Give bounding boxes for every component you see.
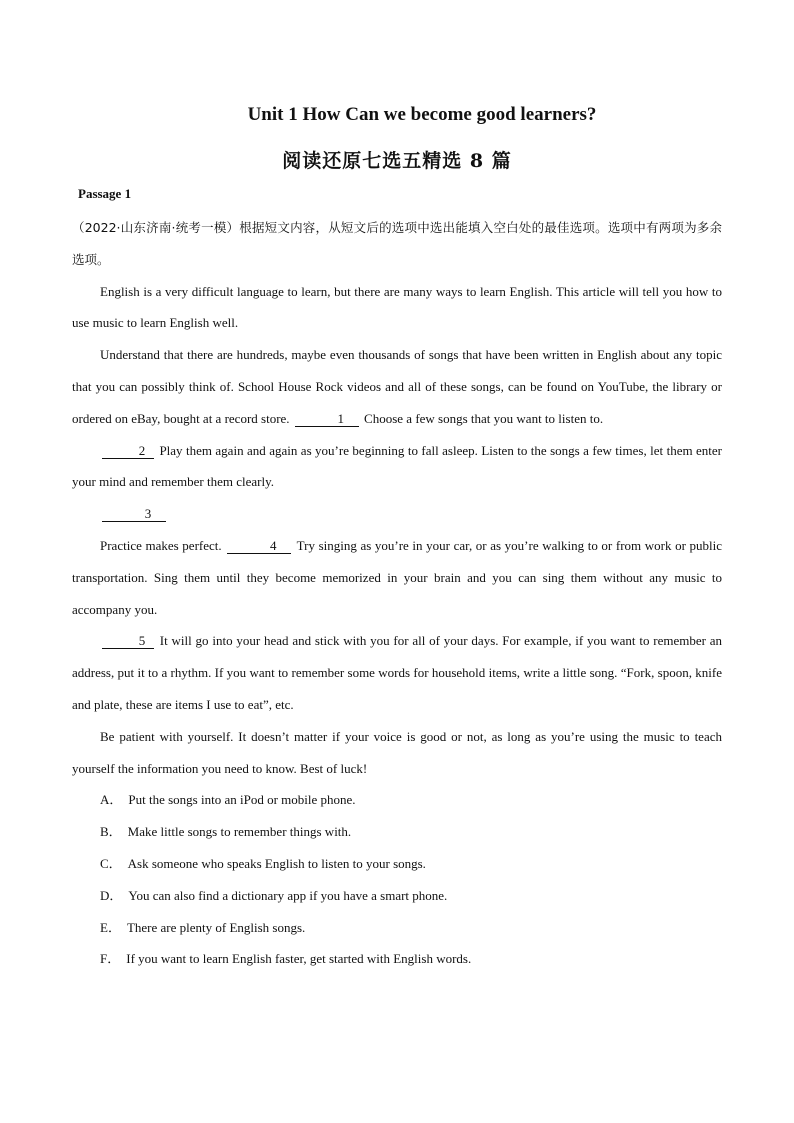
blank-4[interactable]: 4 — [227, 538, 291, 554]
paragraph-7: Be patient with yourself. It doesn’t matter if your voice is good or not, as long as you’re using the music to teach yourself the information you need to know. Best of luck! — [72, 728, 722, 776]
option-letter: E． — [100, 919, 121, 935]
paragraph-5-before: Practice makes perfect. — [100, 537, 222, 553]
option-text: Ask someone who speaks English to listen to your songs. — [127, 855, 426, 871]
paragraph-6-after: It will go into your head and stick with you for all of your days. For example, if you want to remember an address, put it to a rhythm. If you want to remember some words for household items, write a little song. “Fork, spoon, knife and plate, these are items I use to eat”, etc. — [72, 633, 722, 712]
paragraph-1: English is a very difficult language to learn, but there are many ways to learn English. This article will tell you how to use music to learn English well. — [72, 283, 722, 331]
option-c[interactable] — [72, 848, 722, 880]
paragraph-5 — [72, 530, 722, 625]
paragraph-2-text: Understand that there are hundreds, maybe even thousands of songs that have been written in English about any topic that you can possibly think of. School House Rock videos and all of these songs, can be found on YouTube, the library or ordered on eBay, bought at a record store. — [72, 347, 722, 426]
blank-1[interactable]: 1 — [295, 411, 359, 427]
option-letter: C． — [100, 855, 122, 871]
option-b[interactable] — [72, 816, 722, 848]
passage-body — [72, 212, 722, 975]
option-letter: D． — [100, 887, 123, 903]
paragraph-2-after: Choose a few songs that you want to listen to. — [364, 410, 604, 426]
option-letter: F． — [100, 951, 121, 967]
options-list — [72, 784, 722, 975]
paragraph-4 — [72, 498, 722, 530]
blank-3[interactable]: 3 — [102, 506, 166, 522]
blank-5[interactable]: 5 — [102, 633, 154, 649]
paragraph-2 — [72, 339, 722, 434]
option-text: If you want to learn English faster, get started with English words. — [126, 951, 472, 967]
blank-2[interactable]: 2 — [102, 443, 154, 459]
option-a[interactable] — [72, 784, 722, 816]
option-text: You can also find a dictionary app if you have a smart phone. — [128, 887, 448, 903]
paragraph-6 — [72, 625, 722, 720]
option-e[interactable] — [72, 912, 722, 944]
passage-label: Passage 1 — [78, 186, 132, 201]
paragraph-3 — [72, 435, 722, 499]
option-text: Put the songs into an iPod or mobile phone. — [128, 792, 356, 808]
option-text: There are plenty of English songs. — [126, 919, 306, 935]
option-d[interactable] — [72, 880, 722, 912]
paragraph-3-after: Play them again and again as you’re beginning to fall asleep. Listen to the songs a few times, let them enter your mind and remember them clearly. — [72, 442, 722, 490]
option-letter: A． — [100, 792, 123, 808]
option-letter: B． — [100, 824, 122, 840]
paragraph-5-after: Try singing as you’re in your car, or as you’re walking to or from work or public transportation. Sing them until they become memorized in your brain and you can sing them without any music to accompany you. — [72, 537, 723, 617]
instruction-text: （2022·山东济南·统考一模）根据短文内容，从短文后的选项中选出能填入空白处的最佳选项。选项中有两项为多余选项。 — [72, 220, 722, 267]
option-f[interactable] — [72, 943, 722, 975]
unit-title: Unit 1 How Can we become good learners? — [247, 104, 597, 125]
section-subtitle: 阅读还原七选五精选 8 篇 — [282, 150, 512, 172]
option-text: Make little songs to remember things with. — [127, 824, 352, 840]
